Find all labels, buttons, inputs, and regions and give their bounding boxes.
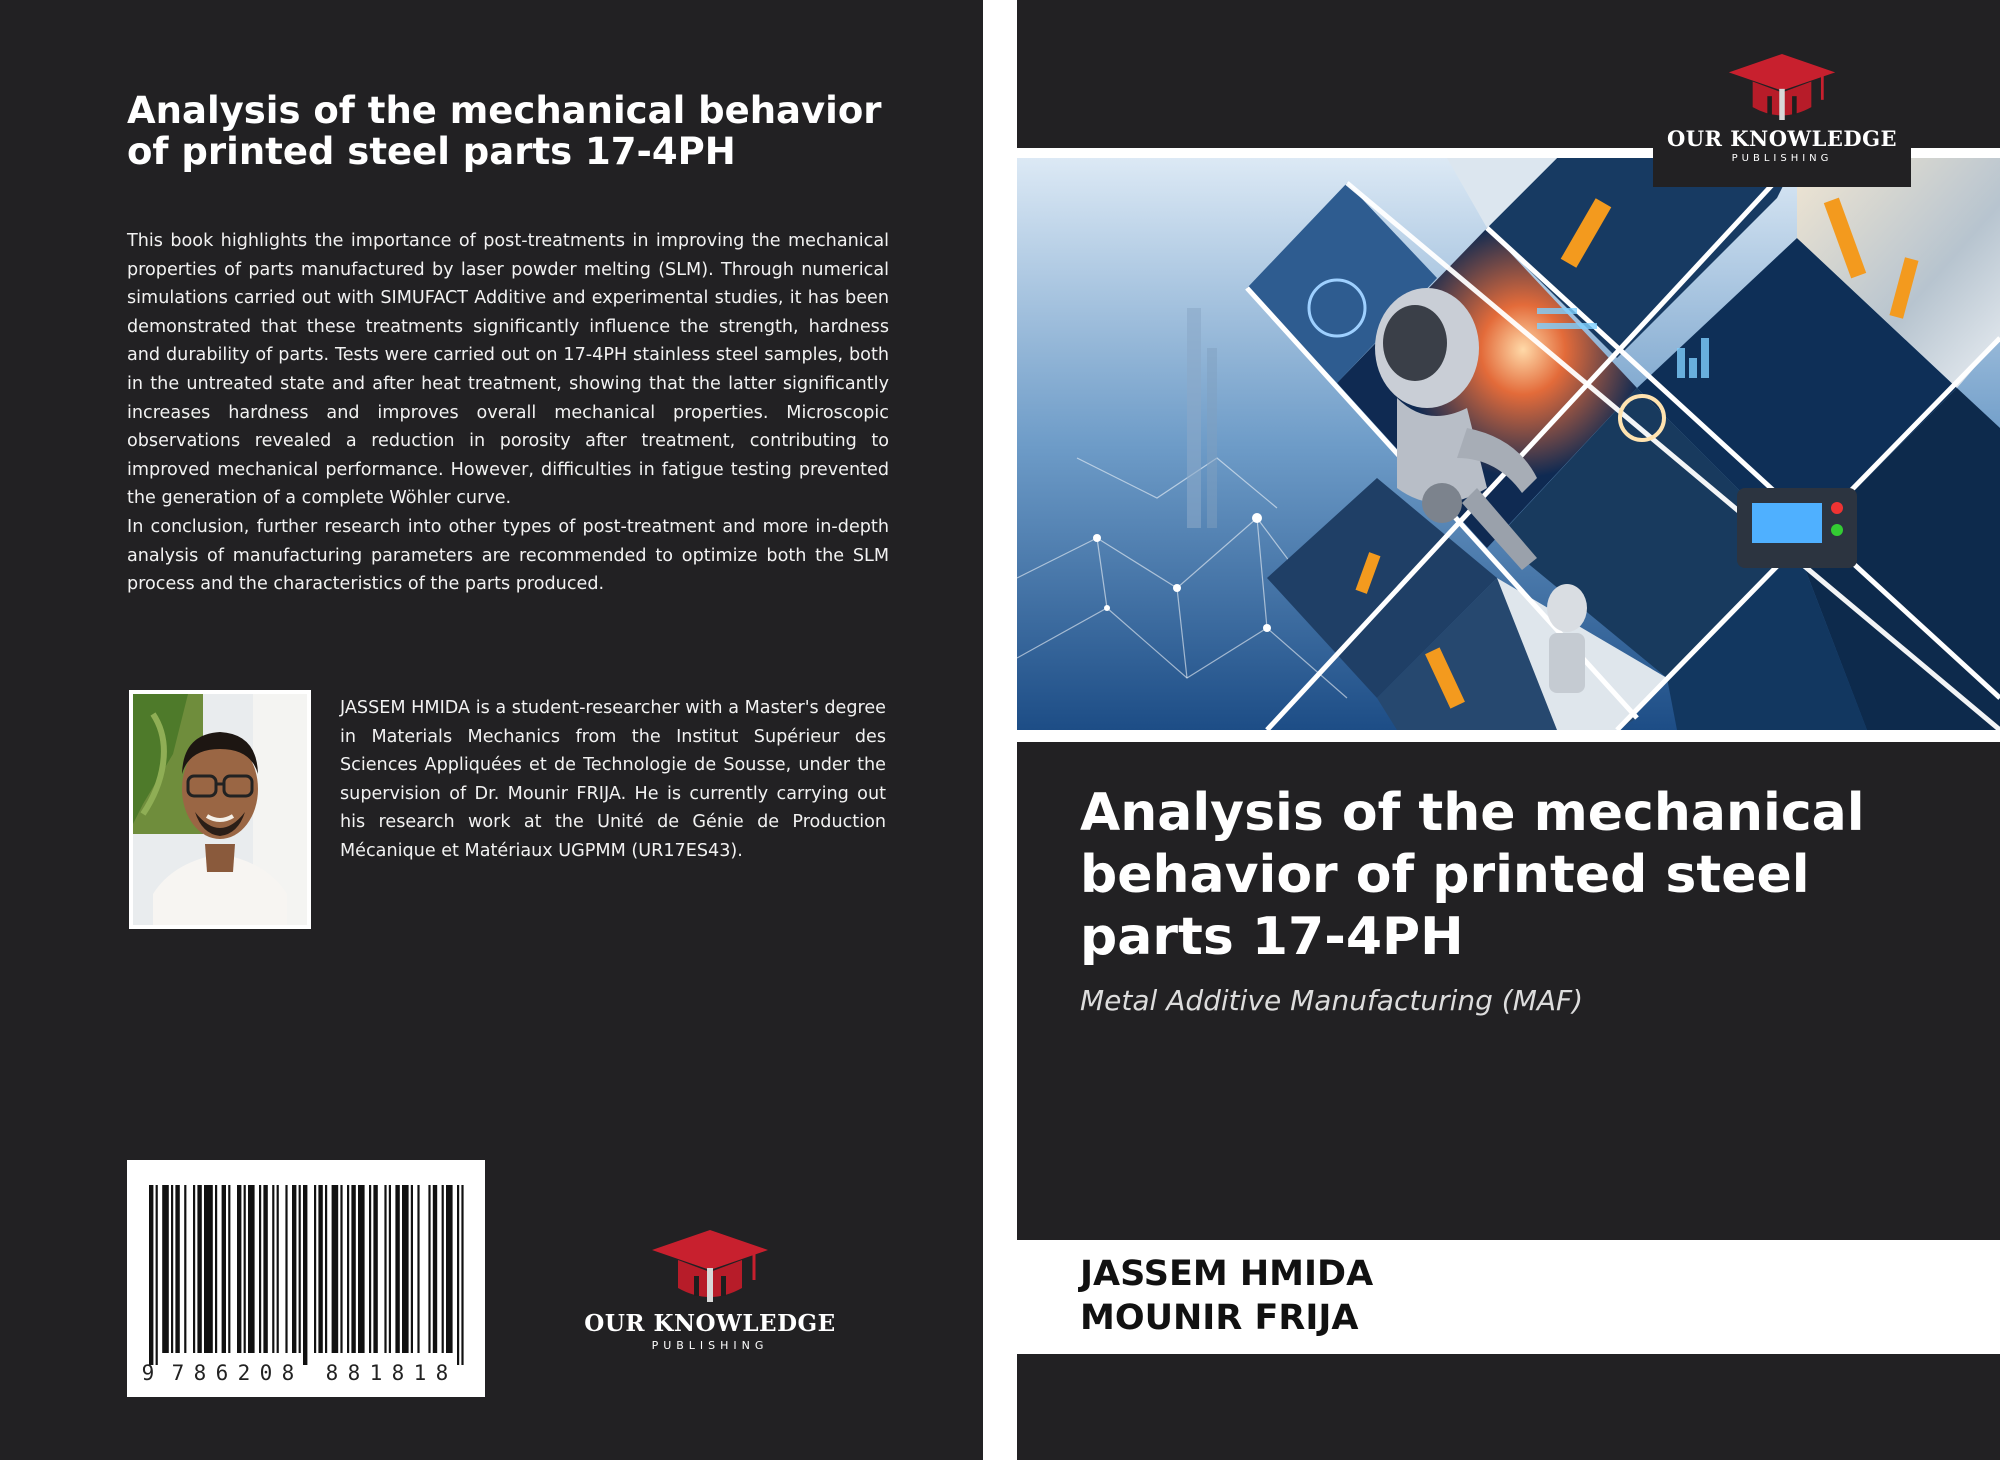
barcode-bar: [272, 1185, 274, 1353]
barcode-bar: [237, 1185, 241, 1353]
authors-band: [1017, 1240, 2000, 1354]
front-bottom-band: [1017, 1354, 2000, 1460]
isbn-barcode: [127, 1160, 485, 1397]
isbn-digit: 1: [369, 1361, 383, 1385]
barcode-bar: [417, 1185, 419, 1353]
publisher-logo-front: [1653, 52, 1911, 187]
author-bio: JASSEM HMIDA is a student-researcher with a Master's degree in Materials Mechanics from the Institut Supérieur des Sciences Appliquées et de Technologie de Sousse, under the supervision of Dr. Mounir FRIJA. He is currently carrying out his research work at the Unité de Génie de Production Mécanique et Matériaux UGPMM (UR17ES43).: [340, 698, 886, 861]
isbn-digit: 8: [281, 1361, 295, 1385]
front-title-panel: [1017, 742, 2000, 1240]
graduation-cap-icon: [1727, 52, 1837, 122]
barcode-bar: [384, 1185, 386, 1353]
barcode-bar: [197, 1185, 201, 1353]
barcode-bar: [446, 1185, 453, 1353]
industrial-robot-illustration: [1017, 158, 2000, 730]
back-cover-title: Analysis of the mechanical behavior of printed steel parts 17-4PH: [127, 89, 882, 173]
barcode-bar: [277, 1185, 279, 1353]
barcode-bar: [325, 1185, 327, 1353]
isbn-digit: 0: [259, 1361, 273, 1385]
barcode-bar: [395, 1185, 399, 1353]
barcode-bar: [433, 1185, 437, 1353]
spine-gap: [983, 0, 1017, 1460]
isbn-digit: 8: [325, 1361, 339, 1385]
barcode-bar: [314, 1185, 316, 1353]
barcode-bar: [292, 1185, 296, 1353]
publisher-logo-back: [575, 1228, 845, 1352]
barcode-bar: [263, 1185, 267, 1353]
isbn-digit: 9: [141, 1361, 155, 1385]
barcode-bar: [171, 1185, 173, 1353]
publisher-name: OUR KNOWLEDGE: [1666, 126, 1898, 151]
cover-illustration: [1017, 158, 2000, 730]
book-description: [127, 227, 889, 599]
isbn-digit: 8: [435, 1361, 449, 1385]
barcode-bar: [193, 1185, 195, 1353]
barcode-bar: [402, 1185, 409, 1353]
front-cover: [1017, 0, 2000, 1460]
description-paragraph: In conclusion, further research into other types of post-treatment and more in-depth analysis of manufacturing parameters are recommended to optimize both the SLM process and the characteristics of the parts produced.: [127, 516, 889, 595]
barcode-bar: [389, 1185, 391, 1353]
isbn-digit: 8: [391, 1361, 405, 1385]
barcode-bar: [369, 1185, 371, 1353]
front-cover-subtitle: Metal Additive Manufacturing (MAF): [1080, 984, 1584, 1017]
graduation-cap-icon: [650, 1228, 770, 1304]
barcode-bar: [411, 1185, 413, 1353]
barcode-bar: [351, 1185, 355, 1353]
barcode-bar: [285, 1185, 287, 1353]
isbn-digit: 7: [171, 1361, 185, 1385]
barcode-bar: [222, 1185, 226, 1353]
author-name-2: MOUNIR FRIJA: [1080, 1298, 1359, 1338]
publisher-tagline: PUBLISHING: [1731, 153, 1833, 164]
isbn-digit: 8: [193, 1361, 207, 1385]
publisher-name: OUR KNOWLEDGE: [584, 1310, 836, 1337]
barcode-bar: [215, 1185, 217, 1353]
barcode-bar: [184, 1185, 186, 1353]
barcode-bar: [347, 1185, 349, 1353]
barcode-bar: [303, 1185, 307, 1365]
barcode-bar: [373, 1185, 377, 1353]
isbn-digit: 1: [413, 1361, 427, 1385]
barcode-bar: [299, 1185, 301, 1353]
barcode-bar: [259, 1185, 261, 1353]
barcode-bar: [442, 1185, 444, 1353]
description-paragraph: This book highlights the importance of post-treatments in improving the mechanical properties of parts manufactured by laser powder melting (SLM). Through numerical simulations carried out with SIMUFACT Additive and experimental studies, it has been demonstrated that these treatments significantly influence the strength, hardness and durability of parts. Tests were carried out on 17-4PH stainless steel samples, both in the untreated state and after heat treatment, showing that the latter significantly increases hardness and improves overall mechanical properties. Microscopic observations revealed a reduction in porosity after treatment, contributing to improved mechanical performance. However, difficulties in fatigue testing prevented the generation of a complete Wöhler curve.: [127, 231, 889, 509]
barcode-bar: [340, 1185, 342, 1353]
author-photo: [129, 690, 311, 929]
barcode-bar: [248, 1185, 255, 1353]
barcode-bar: [332, 1185, 339, 1353]
isbn-digit: 2: [237, 1361, 251, 1385]
back-cover: [0, 0, 983, 1460]
barcode-bar: [244, 1185, 246, 1353]
barcode-bar: [228, 1185, 230, 1353]
isbn-digits: [135, 1361, 480, 1391]
barcode-bar: [358, 1185, 365, 1353]
barcode-bar: [175, 1185, 179, 1353]
publisher-tagline: PUBLISHING: [651, 1339, 769, 1352]
barcode-bar: [162, 1185, 169, 1353]
barcode-bar: [318, 1185, 322, 1353]
barcode-bars: [149, 1185, 465, 1365]
barcode-bar: [461, 1185, 463, 1365]
author-name-1: JASSEM HMIDA: [1080, 1254, 1374, 1294]
barcode-bar: [204, 1185, 213, 1353]
barcode-bar: [457, 1185, 459, 1365]
isbn-digit: 8: [347, 1361, 361, 1385]
barcode-bar: [428, 1185, 430, 1353]
barcode-bar: [149, 1185, 153, 1365]
barcode-bar: [156, 1185, 158, 1365]
front-cover-title: Analysis of the mechanical behavior of printed steel parts 17-4PH: [1080, 783, 1865, 967]
isbn-digit: 6: [215, 1361, 229, 1385]
